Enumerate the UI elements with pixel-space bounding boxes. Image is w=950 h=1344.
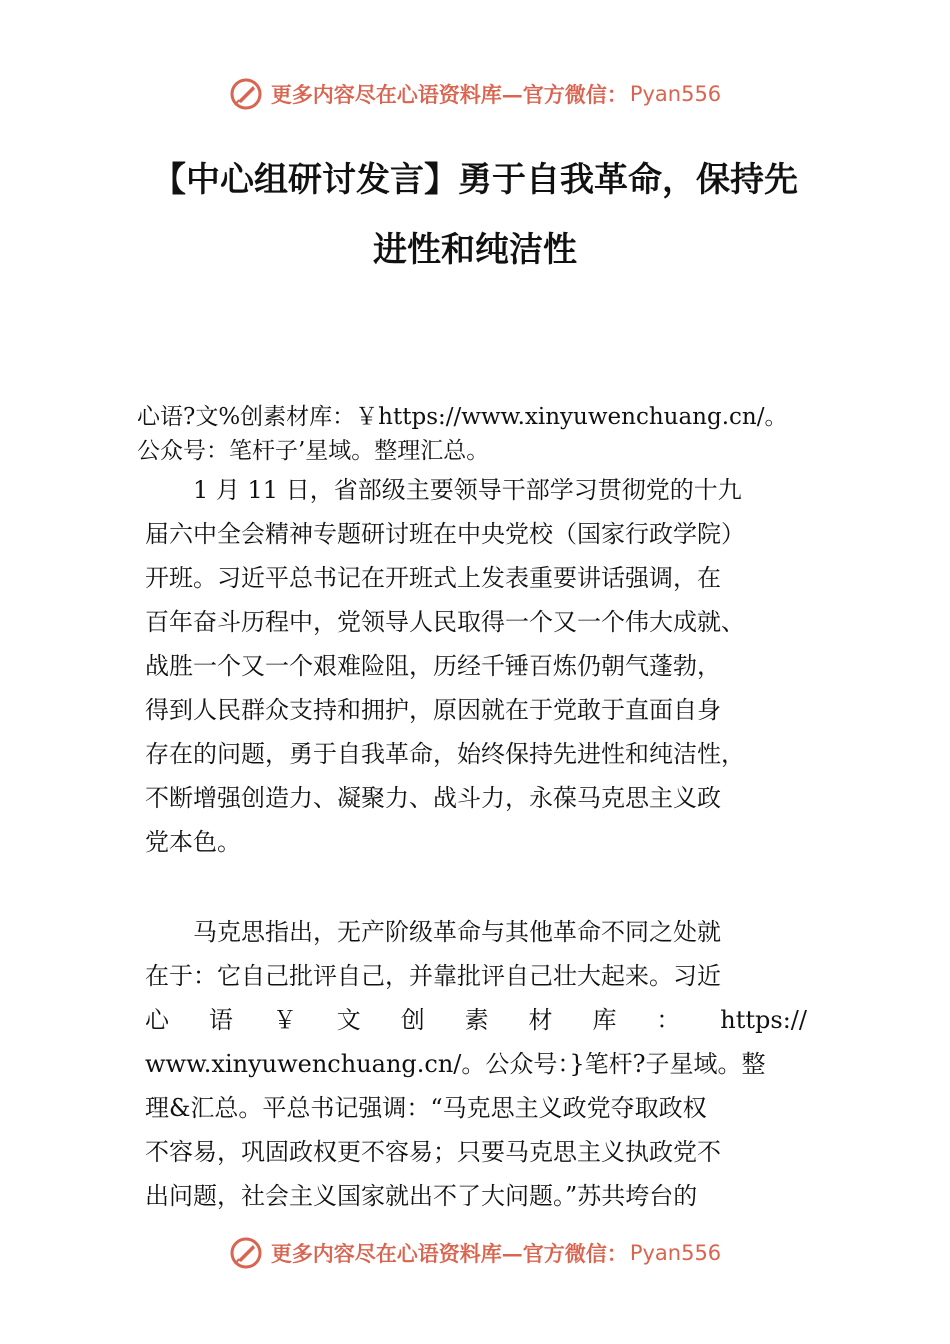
- spaced-char: 文: [336, 1006, 361, 1034]
- footer-banner: [0, 1231, 950, 1275]
- spaced-char: ：: [656, 1006, 681, 1034]
- paragraph-1-line: 百年奋斗历程中，党领导人民取得一个又一个伟大成就、: [145, 608, 745, 636]
- source-line-1: 心语?文%创素材库：￥https://www.xinyuwenchuang.cn/。: [137, 404, 788, 430]
- banner-wechat-id: Pyan556: [629, 1241, 722, 1265]
- source-line-2: 公众号：笔杆子’星域。整理汇总。: [137, 438, 490, 464]
- paragraph-1-line: 战胜一个又一个艰难险阻，历经千锤百炼仍朝气蓬勃，: [145, 652, 721, 680]
- paragraph-1-line: 存在的问题，勇于自我革命，始终保持先进性和纯洁性，: [145, 740, 745, 768]
- spaced-char: 素: [464, 1006, 489, 1034]
- paragraph-2-line: 理&汇总。平总书记强调：“马克思主义政党夺取政权: [145, 1094, 707, 1122]
- document-title-line-2: 进性和纯洁性: [373, 230, 577, 270]
- banner-slogan: 更多内容尽在心语资料库—官方微信：: [270, 82, 628, 107]
- paragraph-2-line: 在于：它自己批评自己，并靠批评自己壮大起来。习近: [145, 962, 721, 990]
- paragraph-1-line: 届六中全会精神专题研讨班在中央党校（国家行政学院）: [145, 520, 745, 548]
- banner-wechat-id: Pyan556: [629, 82, 722, 106]
- paragraph-2-spaced-line: [145, 998, 807, 1042]
- spaced-char: 材: [528, 1006, 553, 1034]
- paragraph-1-line: 不断增强创造力、凝聚力、战斗力，永葆马克思主义政: [145, 784, 721, 812]
- paragraph-2-line: www.xinyuwenchuang.cn/。公众号：}笔杆?子星域。整: [145, 1050, 766, 1078]
- spaced-char: 库: [592, 1006, 617, 1034]
- paragraph-2-line: 马克思指出，无产阶级革命与其他革命不同之处就: [145, 918, 721, 946]
- spaced-char: 创: [400, 1006, 425, 1034]
- banner-slogan: 更多内容尽在心语资料库—官方微信：: [270, 1241, 628, 1266]
- paragraph-2-line: 不容易，巩固政权更不容易；只要马克思主义执政党不: [145, 1138, 721, 1166]
- paragraph-1-line: 1 月 11 日，省部级主要领导干部学习贯彻党的十九: [145, 476, 742, 504]
- paragraph-1-line: 党本色。: [145, 828, 241, 856]
- spaced-char: ￥: [272, 1006, 297, 1034]
- document-title-line-1: 【中心组研讨发言】勇于自我革命，保持先: [152, 160, 798, 200]
- paragraph-1-line: 得到人民群众支持和拥护，原因就在于党敢于直面自身: [145, 696, 721, 724]
- spaced-char: 语: [208, 1006, 233, 1034]
- paragraph-2-line: 出问题，社会主义国家就出不了大问题。”苏共垮台的: [145, 1182, 698, 1210]
- header-banner: [0, 72, 950, 116]
- quill-circle-logo-icon: [229, 77, 263, 111]
- spaced-char: 心: [145, 1006, 169, 1034]
- spaced-url-fragment: https://: [720, 1006, 807, 1034]
- paragraph-1-line: 开班。习近平总书记在开班式上发表重要讲话强调，在: [145, 564, 721, 592]
- quill-circle-logo-icon: [229, 1236, 263, 1270]
